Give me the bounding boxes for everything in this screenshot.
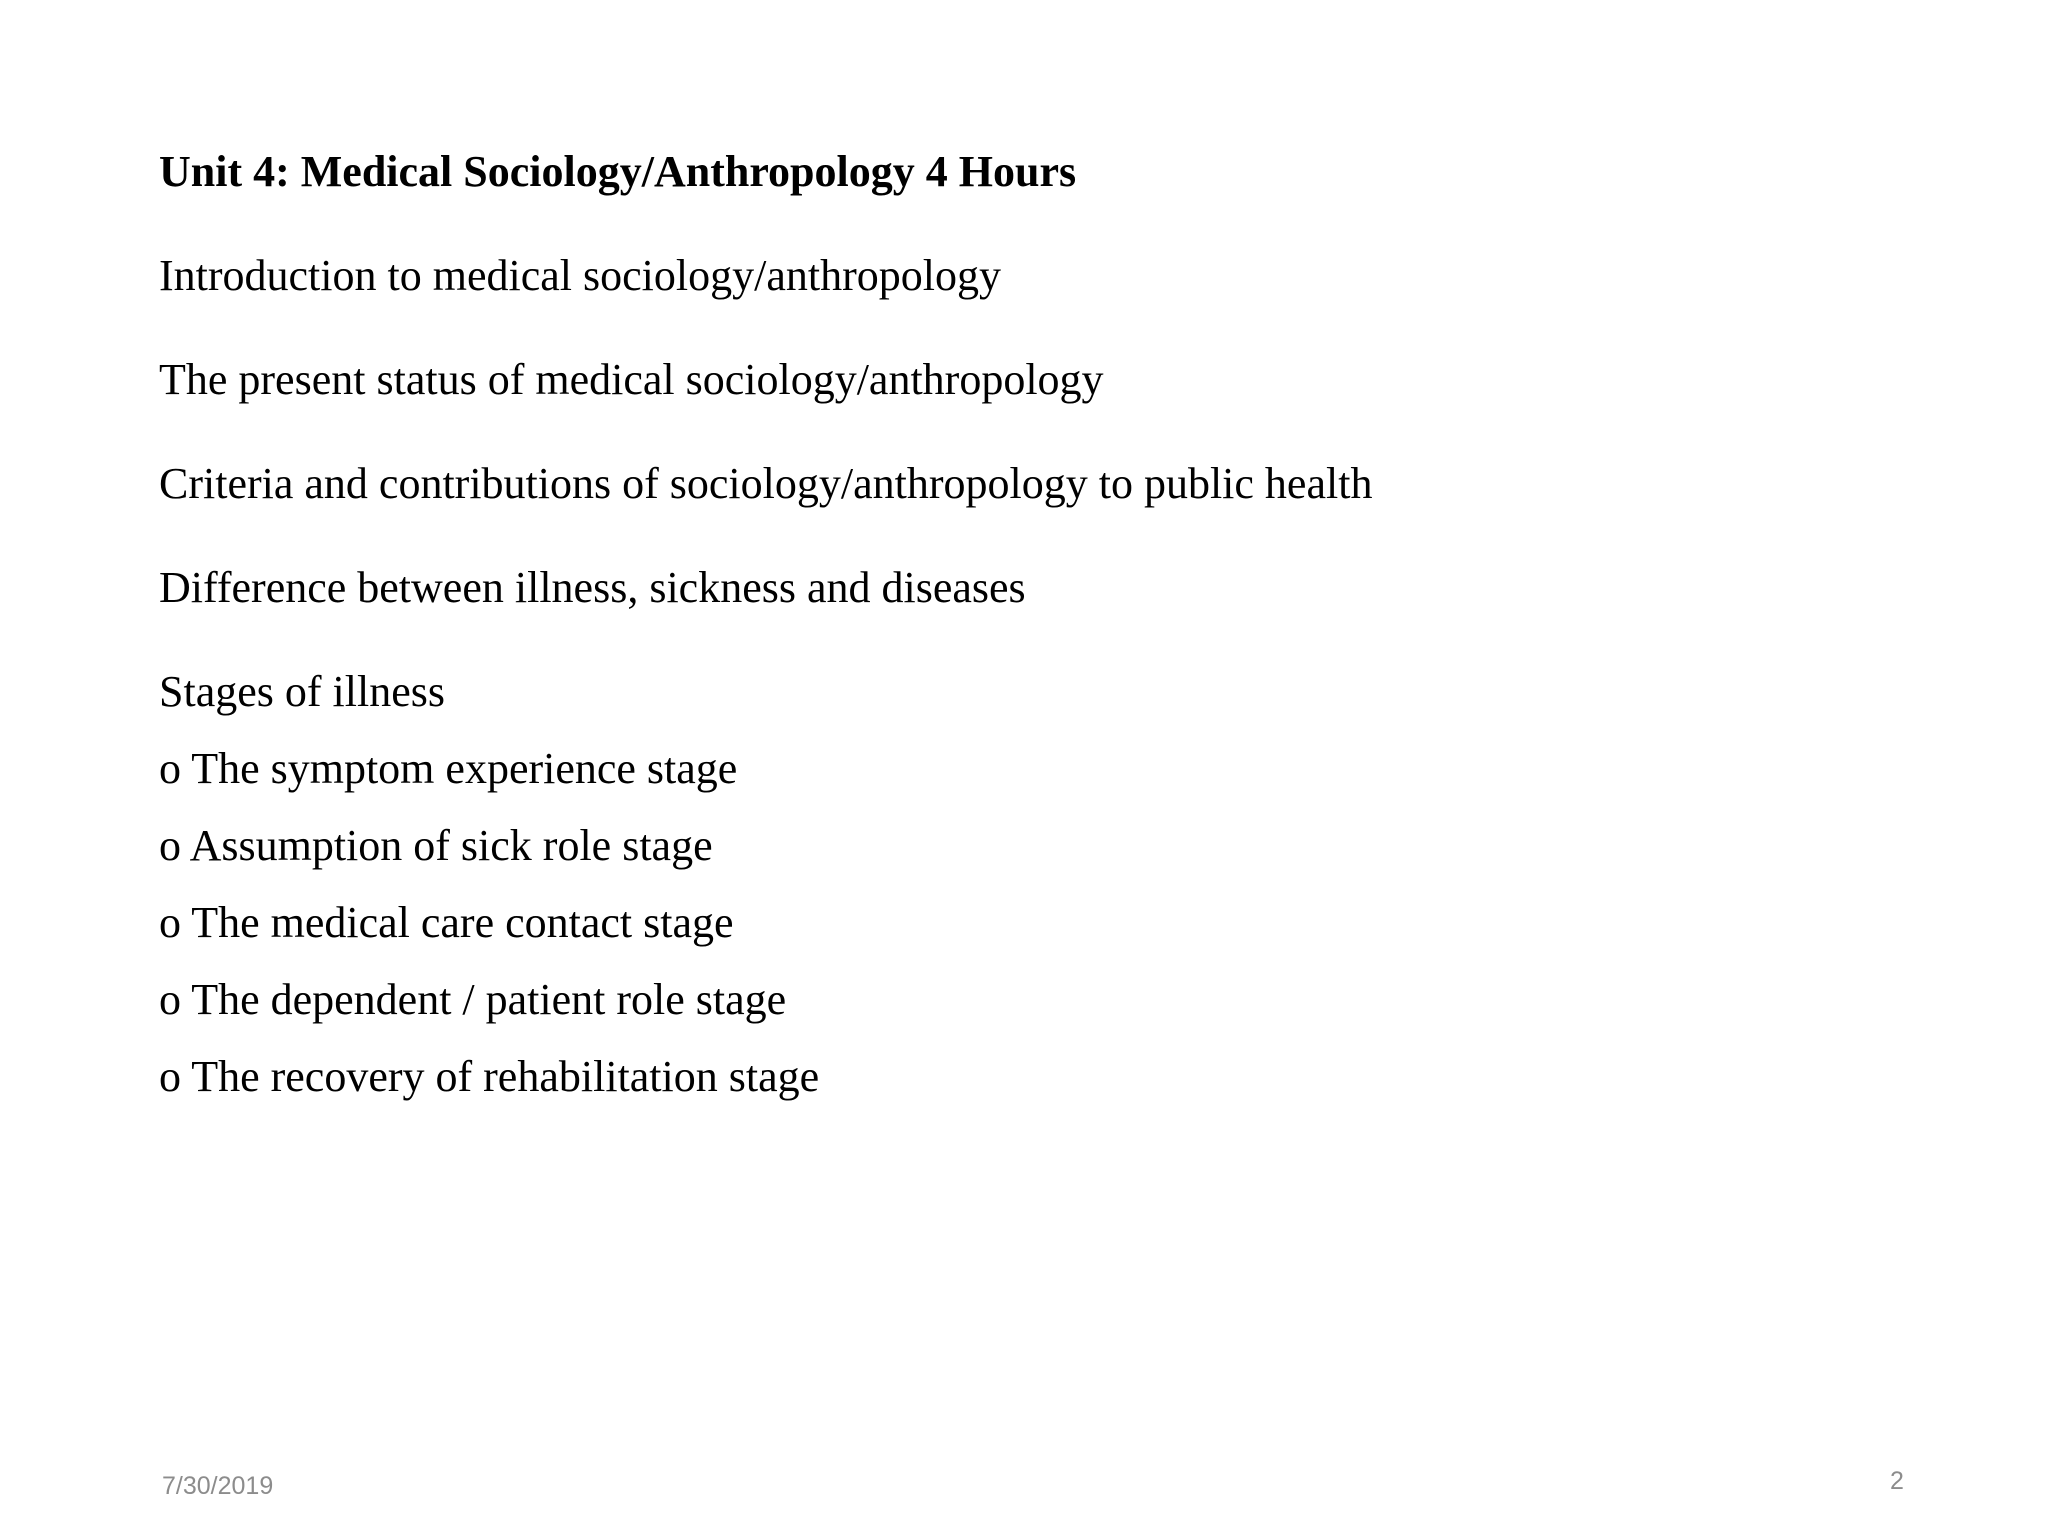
stage-dependent-patient-role: o The dependent / patient role stage bbox=[159, 975, 787, 1024]
topic-present-status: The present status of medical sociology/anthropology bbox=[159, 355, 1104, 404]
footer-page-number: 2 bbox=[1890, 1467, 1904, 1495]
slide-title: Unit 4: Medical Sociology/Anthropology 4 Hours bbox=[159, 147, 1077, 196]
stage-symptom-experience: o The symptom experience stage bbox=[159, 744, 738, 793]
stage-recovery-rehabilitation: o The recovery of rehabilitation stage bbox=[159, 1052, 820, 1101]
topic-stages-of-illness: Stages of illness bbox=[159, 667, 445, 716]
topic-intro: Introduction to medical sociology/anthropology bbox=[159, 251, 1001, 300]
topic-illness-sickness-disease: Difference between illness, sickness and diseases bbox=[159, 563, 1026, 612]
stage-medical-care-contact: o The medical care contact stage bbox=[159, 898, 734, 947]
footer-date: 7/30/2019 bbox=[162, 1472, 274, 1500]
stage-sick-role: o Assumption of sick role stage bbox=[159, 821, 713, 870]
topic-criteria-contributions: Criteria and contributions of sociology/anthropology to public health bbox=[159, 459, 1373, 508]
